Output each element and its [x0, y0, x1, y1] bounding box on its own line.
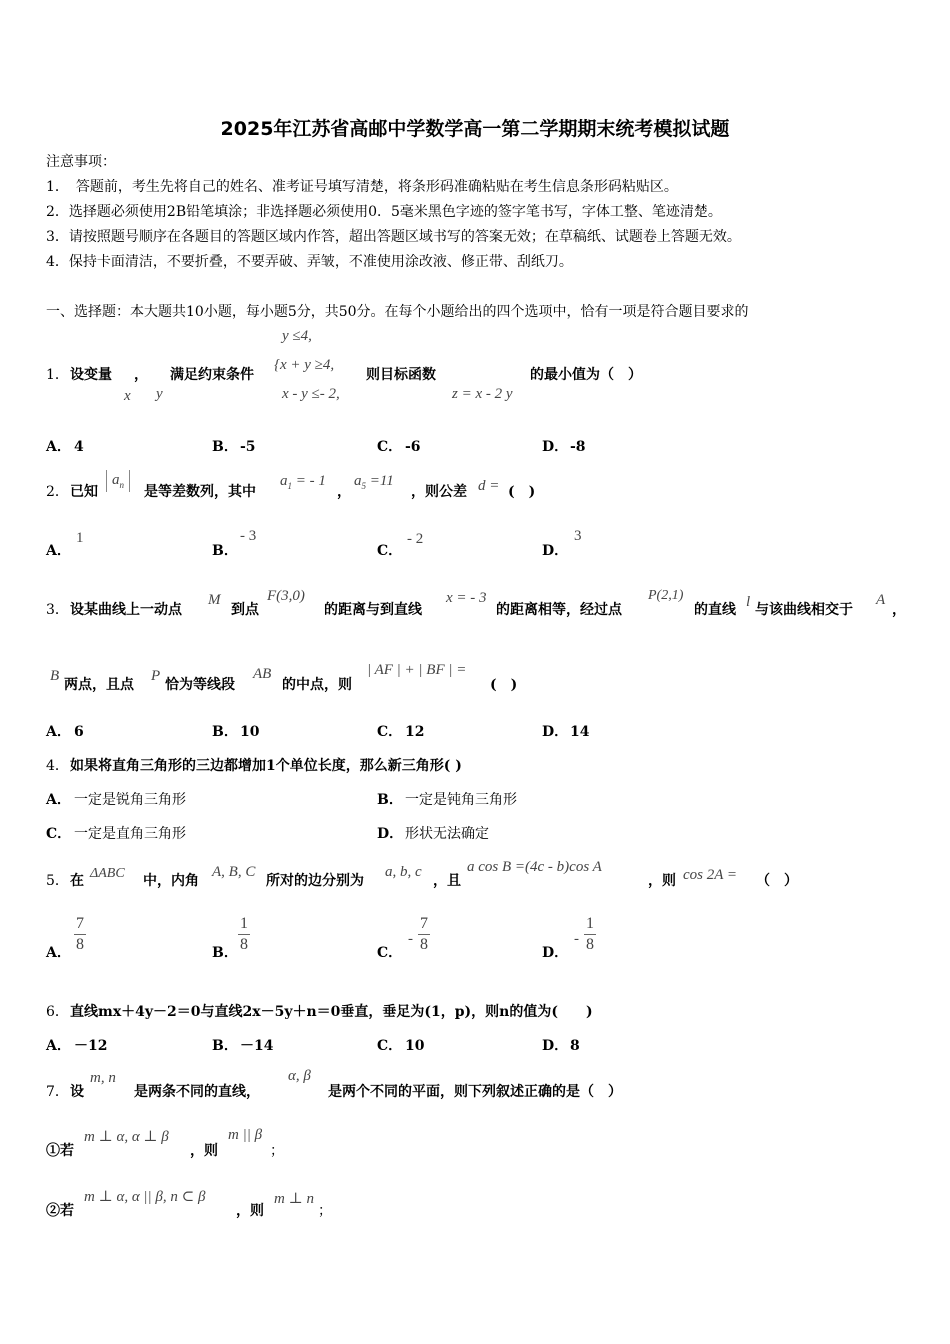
statement-1-condition: m ⊥ α, α ⊥ β [84, 1129, 169, 1145]
statement-2-condition: m ⊥ α, α || β, n ⊂ β [84, 1189, 206, 1205]
question-text: ， [892, 602, 906, 618]
page-title: 2025年江苏省高邮中学数学高一第二学期期末统考模拟试题 [220, 118, 730, 140]
option-label: C． [377, 543, 403, 559]
option-sign: - [408, 931, 413, 947]
statement-1-then: ，则 [190, 1143, 218, 1159]
math-x: x [124, 388, 131, 404]
option-value: -8 [570, 439, 586, 455]
planes-alpha-beta: α, β [288, 1068, 311, 1084]
triangle-ABC: ΔABC [90, 866, 125, 881]
question-text: ，且 [433, 873, 461, 889]
option-label: D． [542, 439, 569, 455]
sequence-an: $a_n$ [106, 470, 130, 492]
option-label: D． [377, 826, 404, 842]
question-text: 设 [70, 1084, 84, 1100]
option-label: C． [46, 826, 72, 842]
statement-2-end: ； [318, 1203, 332, 1219]
option-label: A． [46, 945, 71, 961]
option-value: 4 [74, 439, 84, 455]
option-fraction: $\frac{1}{8}$ [586, 915, 594, 953]
distance-expression: | AF | + | BF | = [367, 662, 467, 678]
notice-heading: 注意事项： [46, 154, 116, 170]
option-label: B． [212, 439, 238, 455]
question-text: 是两个不同的平面，则下列叙述正确的是（ ） [328, 1084, 622, 1100]
question-number: 4． [46, 758, 69, 774]
option-label: A． [46, 439, 71, 455]
option-label: A． [46, 1038, 71, 1054]
option-fraction: $\frac{1}{8}$ [240, 915, 248, 953]
sides-abc: a, b, c [385, 864, 422, 880]
question-text: 的中点，则 [282, 677, 352, 693]
option-label: A． [46, 724, 71, 740]
statement-1-prefix: ①若 [46, 1143, 74, 1159]
option-value: 一定是直角三角形 [74, 826, 186, 842]
option-label: C． [377, 1038, 403, 1054]
math-y: y [156, 386, 163, 402]
point-A: A [876, 592, 886, 608]
statement-2-result: m ⊥ n [274, 1191, 314, 1207]
option-label: B． [212, 1038, 238, 1054]
option-sign: - [574, 931, 579, 947]
option-value: 形状无法确定 [405, 826, 489, 842]
option-label: B． [377, 792, 403, 808]
question-number: 6． [46, 1004, 69, 1020]
term-a1: $a_1$ = - 1 [280, 473, 326, 491]
question-text: 如果将直角三角形的三边都增加1个单位长度，那么新三角形( ) [70, 758, 462, 774]
question-text: 所对的边分别为 [266, 873, 364, 889]
question-text: 是两条不同的直线， [134, 1084, 260, 1100]
question-text: 则目标函数 [366, 367, 436, 383]
question-text: 的距离与到直线 [324, 602, 422, 618]
question-text: ， [337, 484, 351, 500]
question-text: 与该曲线相交于 [755, 602, 853, 618]
option-label: B． [212, 724, 238, 740]
question-number: 7． [46, 1084, 69, 1100]
segment-AB: AB [253, 666, 272, 682]
statement-2-then: ，则 [236, 1203, 264, 1219]
option-value: 12 [405, 724, 425, 740]
question-text: 的直线 [694, 602, 736, 618]
option-value: －12 [74, 1038, 108, 1054]
question-number: 2． [46, 484, 69, 500]
common-difference: d = [478, 478, 500, 494]
option-fraction: $\frac{7}{8}$ [76, 915, 84, 953]
target-expression: cos 2A = [683, 867, 738, 883]
option-label: B． [212, 543, 238, 559]
question-text: 是等差数列，其中 [144, 484, 256, 500]
question-text: 设变量 [70, 367, 112, 383]
objective-function: z = x - 2 y [452, 386, 513, 402]
statement-2-prefix: ②若 [46, 1203, 74, 1219]
question-text: ，则公差 [411, 484, 467, 500]
option-label: D． [542, 945, 569, 961]
question-text: 中，内角 [143, 873, 199, 889]
question-text: 的距离相等，经过点 [496, 602, 622, 618]
option-label: A． [46, 792, 71, 808]
option-value: 一定是钝角三角形 [405, 792, 517, 808]
statement-1-result: m || β [228, 1127, 263, 1143]
notice-item: 3．请按照题号顺序在各题目的答题区域内作答，超出答题区域书写的答案无效；在草稿纸、试题卷上答题无效。 [46, 229, 741, 245]
lines-mn: m, n [90, 1070, 116, 1086]
angles-ABC: A, B, C [212, 864, 256, 880]
question-text: 恰为等线段 [165, 677, 235, 693]
constraint-1: y ≤4, [282, 328, 312, 344]
question-text: 到点 [231, 602, 259, 618]
option-label: D． [542, 724, 569, 740]
question-text: 在 [70, 873, 84, 889]
point-B: B [50, 668, 60, 684]
question-text: ， [134, 367, 148, 383]
question-text: 满足约束条件 [170, 367, 254, 383]
option-value: 一定是锐角三角形 [74, 792, 186, 808]
question-text: 设某曲线上一动点 [70, 602, 182, 618]
constraint-3: x - y ≤- 2, [282, 386, 340, 402]
directrix: x = - 3 [446, 590, 487, 606]
question-text: 两点，且点 [64, 677, 134, 693]
option-label: C． [377, 945, 403, 961]
option-value: 1 [76, 530, 84, 546]
point-M: M [208, 592, 221, 608]
option-value: -6 [405, 439, 421, 455]
option-value: －14 [240, 1038, 274, 1054]
question-text: （ ） [756, 873, 798, 889]
notice-item: 4．保持卡面清洁，不要折叠，不要弄破、弄皱，不准使用涂改液、修正带、刮纸刀。 [46, 254, 573, 270]
option-label: B． [212, 945, 238, 961]
constraint-2: {x + y ≥4, [274, 357, 335, 373]
option-label: A． [46, 543, 71, 559]
question-text: 直线mx＋4y－2＝0与直线2x－5y＋n＝0垂直，垂足为(1，p)，则n的值为( ) [70, 1004, 593, 1020]
question-text: ，则 [648, 873, 676, 889]
question-number: 1． [46, 367, 69, 383]
question-text: ( ) [490, 677, 518, 693]
condition-equation: a cos B =(4c - b)cos A [467, 859, 602, 875]
line-l: l [746, 594, 751, 610]
notice-item: 1． 答题前，考生先将自己的姓名、准考证号填写清楚，将条形码准确粘贴在考生信息条形码粘贴区。 [46, 179, 678, 195]
option-value: 8 [570, 1038, 580, 1054]
option-value: 10 [240, 724, 260, 740]
option-value: 10 [405, 1038, 425, 1054]
notice-item: 2．选择题必须使用2B铅笔填涂；非选择题必须使用0．5毫米黑色字迹的签字笔书写，字体工整、笔迹清楚。 [46, 204, 722, 220]
question-text: 已知 [70, 484, 98, 500]
option-label: D． [542, 543, 569, 559]
option-fraction: $\frac{7}{8}$ [420, 915, 428, 953]
question-text: 的最小值为（ ） [530, 367, 642, 383]
option-value: -5 [240, 439, 256, 455]
question-text: ( ) [508, 484, 536, 500]
term-a5: $a_5 =11$ [354, 473, 394, 491]
option-label: D． [542, 1038, 569, 1054]
option-label: C． [377, 724, 403, 740]
option-value: 3 [574, 528, 582, 544]
section-heading: 一、选择题：本大题共10小题，每小题5分，共50分。在每个小题给出的四个选项中，恰有一项是符合题目要求的 [46, 304, 749, 320]
question-number: 3． [46, 602, 69, 618]
option-label: C． [377, 439, 403, 455]
option-value: 6 [74, 724, 84, 740]
point-P: P(2,1) [648, 588, 684, 603]
option-value: 14 [570, 724, 590, 740]
point-P: P [151, 668, 161, 684]
statement-1-end: ； [270, 1143, 284, 1159]
question-number: 5． [46, 873, 69, 889]
point-F: F(3,0) [267, 588, 305, 604]
option-value: - 2 [407, 531, 424, 547]
option-value: - 3 [240, 528, 257, 544]
